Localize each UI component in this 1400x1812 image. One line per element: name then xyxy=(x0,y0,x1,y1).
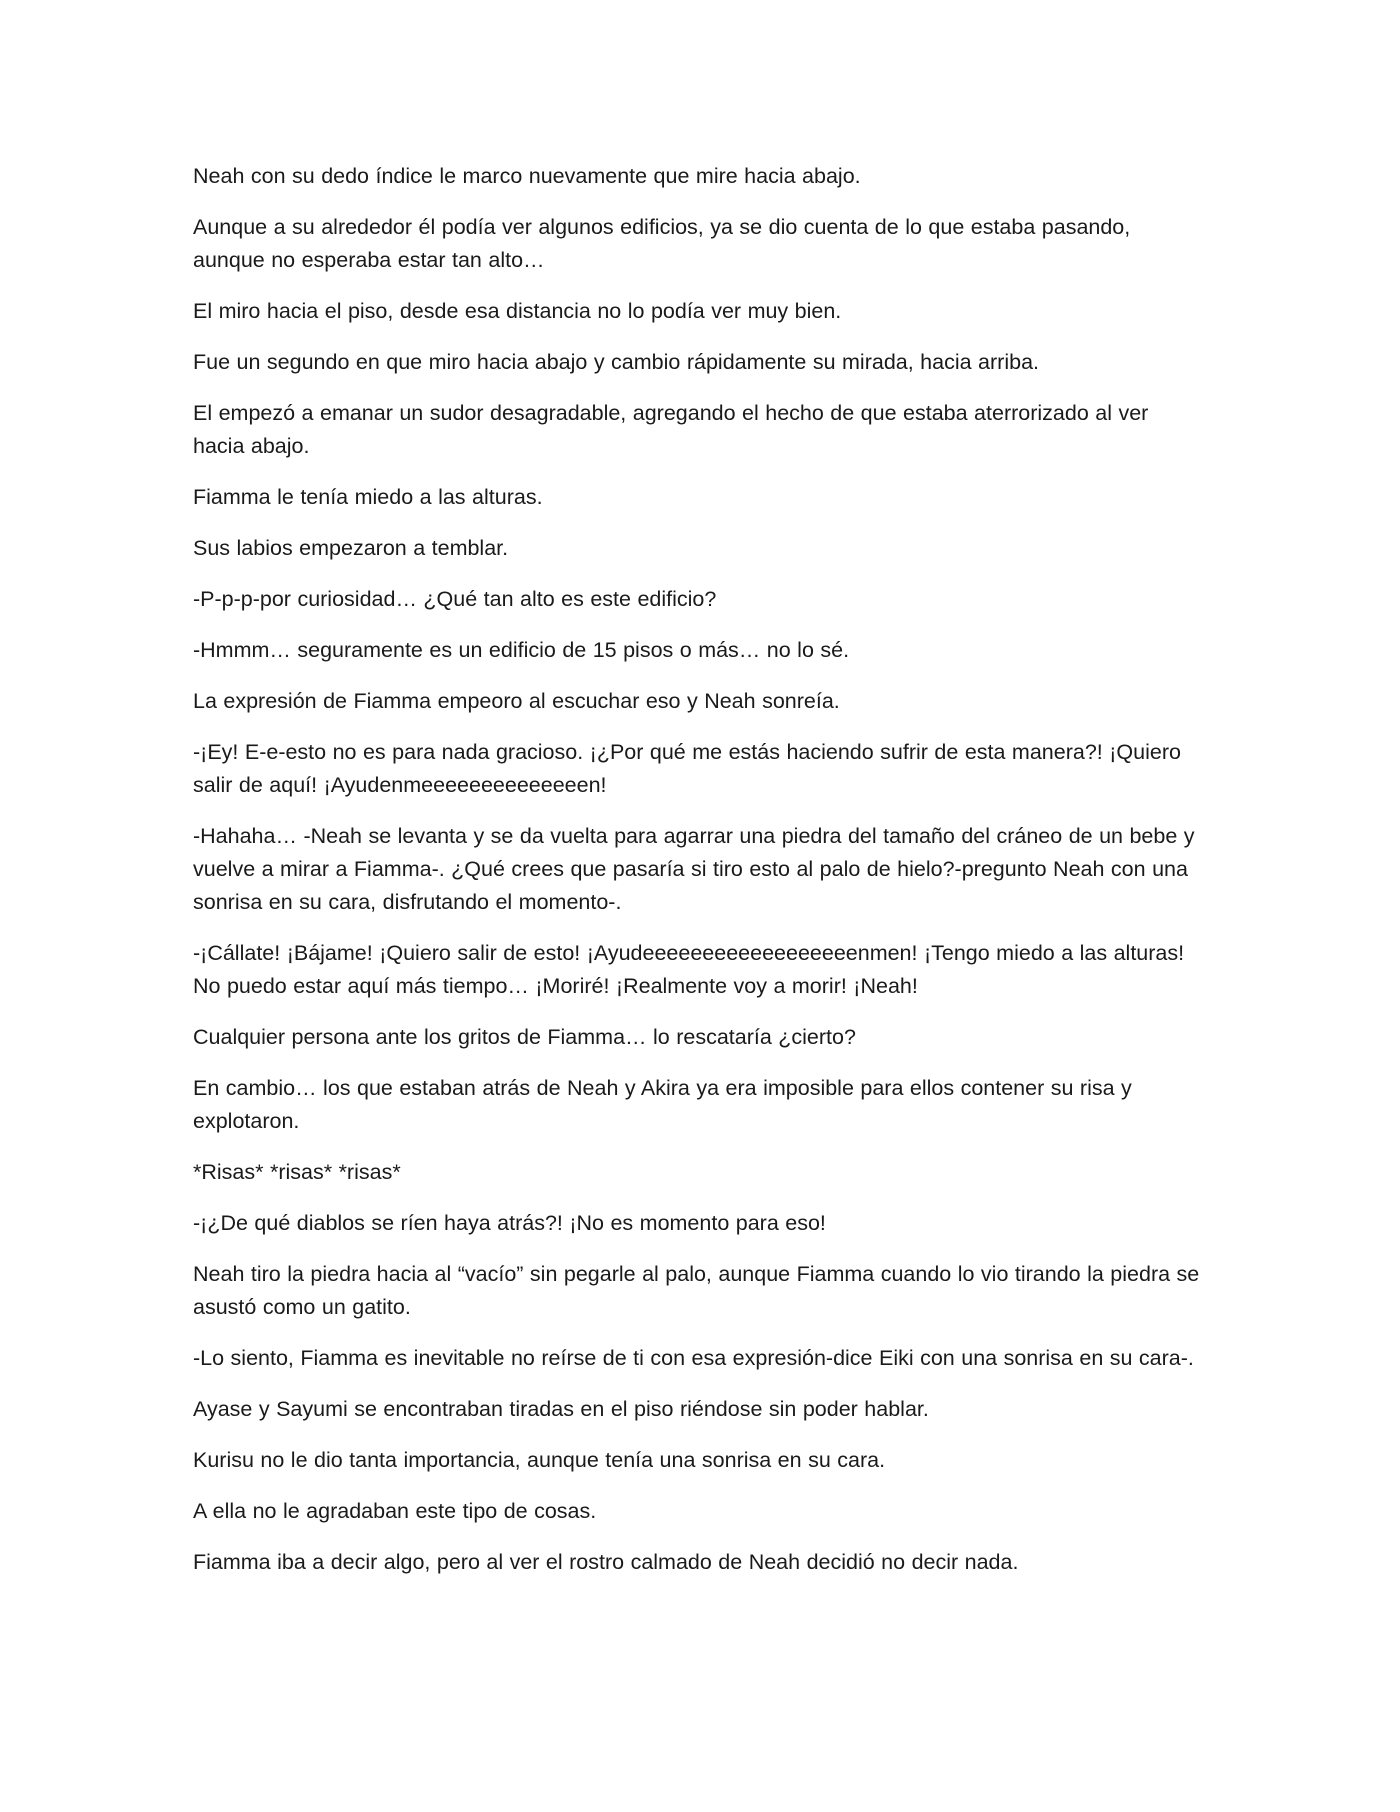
paragraph: Neah con su dedo índice le marco nuevamente que mire hacia abajo. xyxy=(193,164,861,188)
paragraph: La expresión de Fiamma empeoro al escuchar eso y Neah sonreía. xyxy=(193,689,840,713)
paragraph: Aunque a su alrededor él podía ver algunos edificios, ya se dio cuenta de lo que estaba pasando, aunque no esperaba estar tan alto… xyxy=(193,215,1131,272)
paragraph: Fue un segundo en que miro hacia abajo y cambio rápidamente su mirada, hacia arriba. xyxy=(193,350,1039,374)
paragraph: -P-p-p-por curiosidad… ¿Qué tan alto es este edificio? xyxy=(193,587,717,611)
paragraph: En cambio… los que estaban atrás de Neah y Akira ya era imposible para ellos contener su risa y explotaron. xyxy=(193,1076,1132,1133)
paragraph: Kurisu no le dio tanta importancia, aunque tenía una sonrisa en su cara. xyxy=(193,1448,886,1472)
paragraph: -Hahaha… -Neah se levanta y se da vuelta para agarrar una piedra del tamaño del cráneo de un bebe y vuelve a mirar a Fiamma-. ¿Qué crees que pasaría si tiro esto al palo de hielo?-pregunto Neah con una sonrisa en su cara, disfrutando el momento-. xyxy=(193,824,1195,914)
paragraph: -Lo siento, Fiamma es inevitable no reírse de ti con esa expresión-dice Eiki con una sonrisa en su cara-. xyxy=(193,1346,1194,1370)
paragraph: *Risas* *risas* *risas* xyxy=(193,1160,401,1184)
paragraph: Fiamma iba a decir algo, pero al ver el rostro calmado de Neah decidió no decir nada. xyxy=(193,1550,1019,1574)
paragraph: A ella no le agradaban este tipo de cosas. xyxy=(193,1499,597,1523)
paragraph: El miro hacia el piso, desde esa distancia no lo podía ver muy bien. xyxy=(193,299,842,323)
paragraph: -¡¿De qué diablos se ríen haya atrás?! ¡No es momento para eso! xyxy=(193,1211,826,1235)
paragraph: Cualquier persona ante los gritos de Fiamma… lo rescataría ¿cierto? xyxy=(193,1025,856,1049)
paragraph: Sus labios empezaron a temblar. xyxy=(193,536,509,560)
paragraph: -Hmmm… seguramente es un edificio de 15 pisos o más… no lo sé. xyxy=(193,638,850,662)
paragraph: El empezó a emanar un sudor desagradable, agregando el hecho de que estaba aterrorizado al ver hacia abajo. xyxy=(193,401,1149,458)
paragraph: Ayase y Sayumi se encontraban tiradas en el piso riéndose sin poder hablar. xyxy=(193,1397,929,1421)
document-body xyxy=(193,160,1203,1597)
paragraph: Neah tiro la piedra hacia al “vacío” sin pegarle al palo, aunque Fiamma cuando lo vio tirando la piedra se asustó como un gatito. xyxy=(193,1262,1200,1319)
paragraph: Fiamma le tenía miedo a las alturas. xyxy=(193,485,543,509)
paragraph: -¡Ey! E-e-esto no es para nada gracioso. ¡¿Por qué me estás haciendo sufrir de esta manera?! ¡Quiero salir de aquí! ¡Ayudenmeeeeeeeeeeeeeen! xyxy=(193,740,1181,797)
paragraph: -¡Cállate! ¡Bájame! ¡Quiero salir de esto! ¡Ayudeeeeeeeeeeeeeeeeeenmen! ¡Tengo miedo a las alturas! No puedo estar aquí más tiempo… ¡Moriré! ¡Realmente voy a morir! ¡Neah! xyxy=(193,941,1185,998)
